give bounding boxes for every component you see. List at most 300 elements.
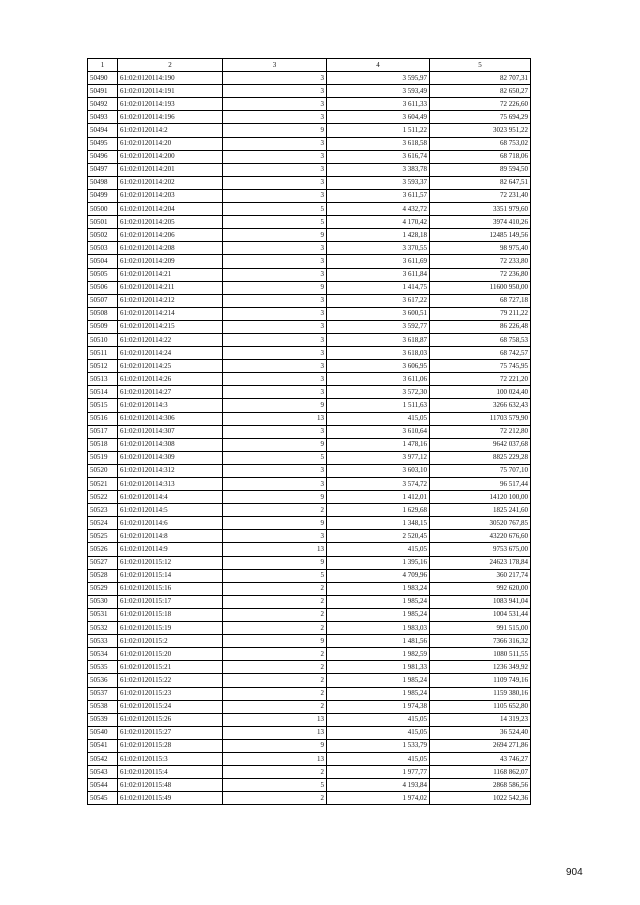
table-row	[88, 635, 531, 648]
cost-value-cell: 11600 950,00	[430, 281, 531, 294]
cadastral-number-cell: 61:02:0120115:12	[118, 556, 223, 569]
cost-value-cell: 89 594,50	[430, 163, 531, 176]
category-code-cell: 2	[223, 661, 327, 674]
page-number: 904	[566, 867, 583, 878]
area-value-cell: 1 478,16	[327, 438, 430, 451]
cost-value-cell: 3023 951,22	[430, 124, 531, 137]
row-number-cell: 50511	[88, 347, 118, 360]
row-number-cell: 50529	[88, 582, 118, 595]
row-number-cell: 50534	[88, 648, 118, 661]
table-row	[88, 595, 531, 608]
row-number-cell: 50539	[88, 713, 118, 726]
cadastral-number-cell: 61:02:0120114:24	[118, 347, 223, 360]
area-value-cell: 1 395,16	[327, 556, 430, 569]
cost-value-cell: 86 226,48	[430, 320, 531, 333]
category-code-cell: 3	[223, 360, 327, 373]
row-number-cell: 50527	[88, 556, 118, 569]
category-code-cell: 3	[223, 137, 327, 150]
table-row	[88, 556, 531, 569]
table-row	[88, 569, 531, 582]
category-code-cell: 9	[223, 124, 327, 137]
area-value-cell: 1 348,15	[327, 517, 430, 530]
table-row	[88, 347, 531, 360]
category-code-cell: 5	[223, 451, 327, 464]
cost-value-cell: 72 212,80	[430, 425, 531, 438]
row-number-cell: 50504	[88, 255, 118, 268]
category-code-cell: 13	[223, 726, 327, 739]
category-code-cell: 3	[223, 268, 327, 281]
row-number-cell: 50506	[88, 281, 118, 294]
area-value-cell: 3 592,77	[327, 320, 430, 333]
category-code-cell: 2	[223, 700, 327, 713]
area-value-cell: 3 617,22	[327, 294, 430, 307]
category-code-cell: 2	[223, 648, 327, 661]
cost-value-cell: 8825 229,28	[430, 451, 531, 464]
row-number-cell: 50521	[88, 478, 118, 491]
cadastral-number-cell: 61:02:0120114:191	[118, 85, 223, 98]
cost-value-cell: 9753 675,00	[430, 543, 531, 556]
cost-value-cell: 2694 271,86	[430, 739, 531, 752]
cost-value-cell: 1109 749,16	[430, 674, 531, 687]
area-value-cell: 1 428,18	[327, 229, 430, 242]
cadastral-number-cell: 61:02:0120115:27	[118, 726, 223, 739]
table-row	[88, 451, 531, 464]
row-number-cell: 50495	[88, 137, 118, 150]
cadastral-number-cell: 61:02:0120114:6	[118, 517, 223, 530]
area-value-cell: 1 982,59	[327, 648, 430, 661]
table-row	[88, 163, 531, 176]
table-row	[88, 176, 531, 189]
cost-value-cell: 68 718,06	[430, 150, 531, 163]
header-row	[88, 59, 531, 72]
category-code-cell: 9	[223, 229, 327, 242]
area-value-cell: 3 593,37	[327, 176, 430, 189]
category-code-cell: 13	[223, 412, 327, 425]
cadastral-number-cell: 61:02:0120114:203	[118, 189, 223, 202]
row-number-cell: 50497	[88, 163, 118, 176]
row-number-cell: 50538	[88, 700, 118, 713]
area-value-cell: 3 611,57	[327, 189, 430, 202]
category-code-cell: 9	[223, 438, 327, 451]
category-code-cell: 3	[223, 294, 327, 307]
cost-value-cell: 1825 241,60	[430, 504, 531, 517]
table-row	[88, 124, 531, 137]
cadastral-number-cell: 61:02:0120114:307	[118, 425, 223, 438]
row-number-cell: 50537	[88, 687, 118, 700]
cost-value-cell: 72 233,80	[430, 255, 531, 268]
row-number-cell: 50531	[88, 608, 118, 621]
data-table-container	[87, 58, 530, 805]
table-row	[88, 307, 531, 320]
area-value-cell: 1 629,68	[327, 504, 430, 517]
row-number-cell: 50542	[88, 752, 118, 765]
row-number-cell: 50545	[88, 792, 118, 805]
cost-value-cell: 72 226,60	[430, 98, 531, 111]
area-value-cell: 3 611,84	[327, 268, 430, 281]
row-number-cell: 50491	[88, 85, 118, 98]
table-row	[88, 582, 531, 595]
cadastral-number-cell: 61:02:0120114:212	[118, 294, 223, 307]
cadastral-number-cell: 61:02:0120115:19	[118, 622, 223, 635]
column-header-3: 3	[223, 59, 327, 72]
cost-value-cell: 72 231,40	[430, 189, 531, 202]
table-row	[88, 478, 531, 491]
row-number-cell: 50525	[88, 530, 118, 543]
cost-value-cell: 14120 100,00	[430, 491, 531, 504]
cost-value-cell: 1236 349,92	[430, 661, 531, 674]
row-number-cell: 50512	[88, 360, 118, 373]
row-number-cell: 50493	[88, 111, 118, 124]
table-row	[88, 373, 531, 386]
cost-value-cell: 96 517,44	[430, 478, 531, 491]
row-number-cell: 50520	[88, 464, 118, 477]
data-table	[87, 58, 531, 805]
category-code-cell: 3	[223, 425, 327, 438]
table-row	[88, 203, 531, 216]
area-value-cell: 415,05	[327, 543, 430, 556]
cost-value-cell: 72 221,20	[430, 373, 531, 386]
category-code-cell: 9	[223, 635, 327, 648]
cadastral-number-cell: 61:02:0120115:16	[118, 582, 223, 595]
category-code-cell: 5	[223, 203, 327, 216]
area-value-cell: 3 618,58	[327, 137, 430, 150]
cadastral-number-cell: 61:02:0120114:202	[118, 176, 223, 189]
row-number-cell: 50499	[88, 189, 118, 202]
cadastral-number-cell: 61:02:0120115:14	[118, 569, 223, 582]
row-number-cell: 50528	[88, 569, 118, 582]
area-value-cell: 3 572,30	[327, 386, 430, 399]
area-value-cell: 3 610,64	[327, 425, 430, 438]
table-row	[88, 229, 531, 242]
area-value-cell: 4 170,42	[327, 216, 430, 229]
table-row	[88, 137, 531, 150]
table-row	[88, 530, 531, 543]
row-number-cell: 50508	[88, 307, 118, 320]
row-number-cell: 50530	[88, 595, 118, 608]
cadastral-number-cell: 61:02:0120115:18	[118, 608, 223, 621]
cost-value-cell: 12485 149,56	[430, 229, 531, 242]
table-row	[88, 386, 531, 399]
area-value-cell: 1 533,79	[327, 739, 430, 752]
row-number-cell: 50503	[88, 242, 118, 255]
column-header-1: 1	[88, 59, 118, 72]
cost-value-cell: 43 746,27	[430, 752, 531, 765]
area-value-cell: 3 977,12	[327, 451, 430, 464]
cost-value-cell: 79 211,22	[430, 307, 531, 320]
cost-value-cell: 1080 511,55	[430, 648, 531, 661]
area-value-cell: 3 618,03	[327, 347, 430, 360]
area-value-cell: 1 985,24	[327, 608, 430, 621]
category-code-cell: 3	[223, 320, 327, 333]
row-number-cell: 50505	[88, 268, 118, 281]
cost-value-cell: 24623 178,84	[430, 556, 531, 569]
cost-value-cell: 14 319,23	[430, 713, 531, 726]
table-row	[88, 661, 531, 674]
row-number-cell: 50516	[88, 412, 118, 425]
column-header-4: 4	[327, 59, 430, 72]
category-code-cell: 5	[223, 569, 327, 582]
row-number-cell: 50496	[88, 150, 118, 163]
category-code-cell: 2	[223, 595, 327, 608]
area-value-cell: 415,05	[327, 726, 430, 739]
table-row	[88, 687, 531, 700]
table-row	[88, 752, 531, 765]
table-row	[88, 543, 531, 556]
area-value-cell: 2 520,45	[327, 530, 430, 543]
cost-value-cell: 1159 380,16	[430, 687, 531, 700]
row-number-cell: 50522	[88, 491, 118, 504]
category-code-cell: 13	[223, 713, 327, 726]
category-code-cell: 2	[223, 608, 327, 621]
cost-value-cell: 991 515,00	[430, 622, 531, 635]
cadastral-number-cell: 61:02:0120114:25	[118, 360, 223, 373]
cadastral-number-cell: 61:02:0120114:214	[118, 307, 223, 320]
table-row	[88, 438, 531, 451]
cadastral-number-cell: 61:02:0120115:2	[118, 635, 223, 648]
column-header-2: 2	[118, 59, 223, 72]
table-row	[88, 268, 531, 281]
cadastral-number-cell: 61:02:0120114:215	[118, 320, 223, 333]
table-row	[88, 425, 531, 438]
category-code-cell: 3	[223, 307, 327, 320]
table-row	[88, 648, 531, 661]
cost-value-cell: 3351 979,60	[430, 203, 531, 216]
cost-value-cell: 68 742,57	[430, 347, 531, 360]
area-value-cell: 1 414,75	[327, 281, 430, 294]
table-row	[88, 739, 531, 752]
cadastral-number-cell: 61:02:0120114:208	[118, 242, 223, 255]
category-code-cell: 3	[223, 163, 327, 176]
category-code-cell: 3	[223, 111, 327, 124]
cost-value-cell: 75 745,95	[430, 360, 531, 373]
cadastral-number-cell: 61:02:0120114:309	[118, 451, 223, 464]
area-value-cell: 4 432,72	[327, 203, 430, 216]
area-value-cell: 1 983,24	[327, 582, 430, 595]
table-row	[88, 150, 531, 163]
category-code-cell: 3	[223, 386, 327, 399]
area-value-cell: 415,05	[327, 713, 430, 726]
table-row	[88, 608, 531, 621]
category-code-cell: 2	[223, 766, 327, 779]
cadastral-number-cell: 61:02:0120114:5	[118, 504, 223, 517]
table-row	[88, 713, 531, 726]
row-number-cell: 50518	[88, 438, 118, 451]
area-value-cell: 415,05	[327, 412, 430, 425]
row-number-cell: 50507	[88, 294, 118, 307]
cost-value-cell: 72 236,80	[430, 268, 531, 281]
table-row	[88, 622, 531, 635]
cost-value-cell: 100 024,40	[430, 386, 531, 399]
area-value-cell: 415,05	[327, 752, 430, 765]
row-number-cell: 50513	[88, 373, 118, 386]
area-value-cell: 3 595,97	[327, 72, 430, 85]
row-number-cell: 50523	[88, 504, 118, 517]
table-row	[88, 491, 531, 504]
table-row	[88, 399, 531, 412]
cadastral-number-cell: 61:02:0120114:21	[118, 268, 223, 281]
category-code-cell: 2	[223, 674, 327, 687]
table-row	[88, 333, 531, 346]
cadastral-number-cell: 61:02:0120115:20	[118, 648, 223, 661]
cadastral-number-cell: 61:02:0120114:306	[118, 412, 223, 425]
cost-value-cell: 3974 410,26	[430, 216, 531, 229]
cadastral-number-cell: 61:02:0120115:22	[118, 674, 223, 687]
area-value-cell: 1 977,77	[327, 766, 430, 779]
cadastral-number-cell: 61:02:0120114:3	[118, 399, 223, 412]
cadastral-number-cell: 61:02:0120114:26	[118, 373, 223, 386]
table-row	[88, 700, 531, 713]
area-value-cell: 1 981,33	[327, 661, 430, 674]
column-header-5: 5	[430, 59, 531, 72]
cost-value-cell: 1022 542,36	[430, 792, 531, 805]
category-code-cell: 3	[223, 255, 327, 268]
cadastral-number-cell: 61:02:0120114:196	[118, 111, 223, 124]
cadastral-number-cell: 61:02:0120114:312	[118, 464, 223, 477]
area-value-cell: 3 574,72	[327, 478, 430, 491]
cost-value-cell: 68 753,02	[430, 137, 531, 150]
category-code-cell: 3	[223, 72, 327, 85]
cost-value-cell: 3266 632,43	[430, 399, 531, 412]
cost-value-cell: 75 694,29	[430, 111, 531, 124]
cadastral-number-cell: 61:02:0120114:308	[118, 438, 223, 451]
category-code-cell: 3	[223, 98, 327, 111]
cost-value-cell: 98 975,40	[430, 242, 531, 255]
row-number-cell: 50490	[88, 72, 118, 85]
table-row	[88, 111, 531, 124]
row-number-cell: 50524	[88, 517, 118, 530]
cost-value-cell: 82 647,51	[430, 176, 531, 189]
row-number-cell: 50543	[88, 766, 118, 779]
area-value-cell: 3 603,10	[327, 464, 430, 477]
table-row	[88, 216, 531, 229]
row-number-cell: 50535	[88, 661, 118, 674]
cost-value-cell: 82 707,31	[430, 72, 531, 85]
table-row	[88, 726, 531, 739]
table-body	[88, 72, 531, 805]
category-code-cell: 3	[223, 150, 327, 163]
table-row	[88, 792, 531, 805]
row-number-cell: 50501	[88, 216, 118, 229]
table-row	[88, 320, 531, 333]
category-code-cell: 2	[223, 622, 327, 635]
row-number-cell: 50494	[88, 124, 118, 137]
area-value-cell: 1 974,38	[327, 700, 430, 713]
cost-value-cell: 1083 941,04	[430, 595, 531, 608]
cadastral-number-cell: 61:02:0120115:23	[118, 687, 223, 700]
table-row	[88, 464, 531, 477]
cost-value-cell: 36 524,40	[430, 726, 531, 739]
table-row	[88, 766, 531, 779]
cost-value-cell: 2868 586,56	[430, 779, 531, 792]
row-number-cell: 50510	[88, 333, 118, 346]
row-number-cell: 50515	[88, 399, 118, 412]
category-code-cell: 13	[223, 752, 327, 765]
area-value-cell: 3 383,78	[327, 163, 430, 176]
row-number-cell: 50519	[88, 451, 118, 464]
category-code-cell: 13	[223, 543, 327, 556]
table-row	[88, 779, 531, 792]
category-code-cell: 3	[223, 242, 327, 255]
table-row	[88, 504, 531, 517]
area-value-cell: 1 974,02	[327, 792, 430, 805]
cadastral-number-cell: 61:02:0120114:9	[118, 543, 223, 556]
category-code-cell: 2	[223, 582, 327, 595]
cost-value-cell: 1168 862,07	[430, 766, 531, 779]
cost-value-cell: 82 650,27	[430, 85, 531, 98]
category-code-cell: 3	[223, 333, 327, 346]
table-row	[88, 72, 531, 85]
cost-value-cell: 68 727,18	[430, 294, 531, 307]
cadastral-number-cell: 61:02:0120114:204	[118, 203, 223, 216]
area-value-cell: 1 985,24	[327, 687, 430, 700]
cadastral-number-cell: 61:02:0120114:201	[118, 163, 223, 176]
cost-value-cell: 1105 652,80	[430, 700, 531, 713]
category-code-cell: 3	[223, 347, 327, 360]
table-row	[88, 517, 531, 530]
cadastral-number-cell: 61:02:0120114:27	[118, 386, 223, 399]
table-row	[88, 85, 531, 98]
category-code-cell: 3	[223, 373, 327, 386]
area-value-cell: 3 600,51	[327, 307, 430, 320]
area-value-cell: 3 611,33	[327, 98, 430, 111]
table-row	[88, 294, 531, 307]
cost-value-cell: 9642 037,68	[430, 438, 531, 451]
cadastral-number-cell: 61:02:0120114:313	[118, 478, 223, 491]
cadastral-number-cell: 61:02:0120115:48	[118, 779, 223, 792]
row-number-cell: 50500	[88, 203, 118, 216]
cost-value-cell: 11703 579,90	[430, 412, 531, 425]
category-code-cell: 5	[223, 216, 327, 229]
table-row	[88, 674, 531, 687]
cadastral-number-cell: 61:02:0120114:2	[118, 124, 223, 137]
cost-value-cell: 75 707,10	[430, 464, 531, 477]
cadastral-number-cell: 61:02:0120114:4	[118, 491, 223, 504]
row-number-cell: 50536	[88, 674, 118, 687]
area-value-cell: 3 370,55	[327, 242, 430, 255]
cadastral-number-cell: 61:02:0120115:21	[118, 661, 223, 674]
row-number-cell: 50533	[88, 635, 118, 648]
cadastral-number-cell: 61:02:0120115:17	[118, 595, 223, 608]
category-code-cell: 3	[223, 85, 327, 98]
row-number-cell: 50502	[88, 229, 118, 242]
cadastral-number-cell: 61:02:0120114:20	[118, 137, 223, 150]
row-number-cell: 50492	[88, 98, 118, 111]
category-code-cell: 9	[223, 281, 327, 294]
category-code-cell: 2	[223, 792, 327, 805]
cadastral-number-cell: 61:02:0120114:211	[118, 281, 223, 294]
area-value-cell: 1 412,01	[327, 491, 430, 504]
row-number-cell: 50526	[88, 543, 118, 556]
cadastral-number-cell: 61:02:0120114:205	[118, 216, 223, 229]
category-code-cell: 9	[223, 491, 327, 504]
cadastral-number-cell: 61:02:0120114:22	[118, 333, 223, 346]
cadastral-number-cell: 61:02:0120115:49	[118, 792, 223, 805]
cost-value-cell: 360 217,74	[430, 569, 531, 582]
table-row	[88, 242, 531, 255]
cadastral-number-cell: 61:02:0120114:193	[118, 98, 223, 111]
table-row	[88, 412, 531, 425]
cost-value-cell: 992 620,00	[430, 582, 531, 595]
category-code-cell: 3	[223, 478, 327, 491]
area-value-cell: 1 511,63	[327, 399, 430, 412]
table-row	[88, 281, 531, 294]
row-number-cell: 50544	[88, 779, 118, 792]
category-code-cell: 9	[223, 556, 327, 569]
category-code-cell: 3	[223, 530, 327, 543]
area-value-cell: 1 985,24	[327, 674, 430, 687]
area-value-cell: 3 618,87	[327, 333, 430, 346]
table-row	[88, 189, 531, 202]
